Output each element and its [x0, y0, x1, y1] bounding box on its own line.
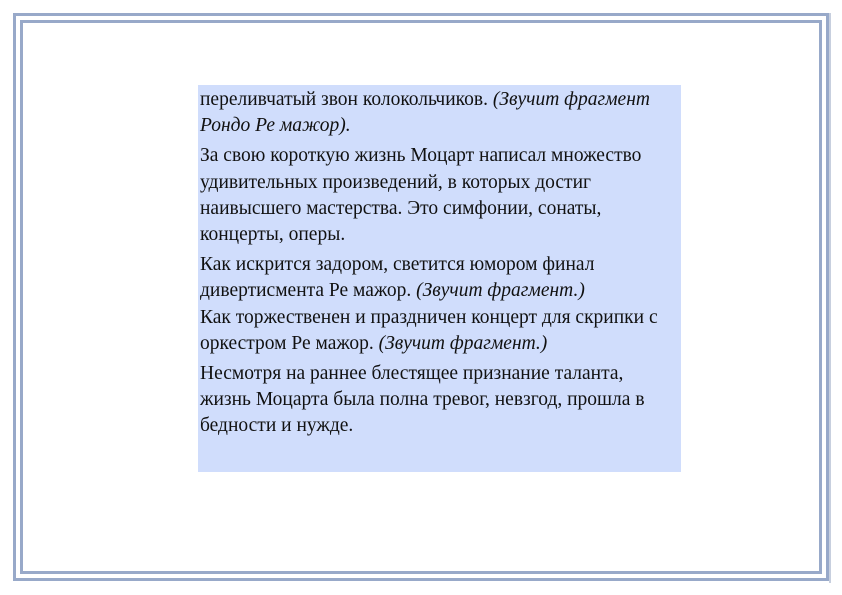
frame-shadow: [829, 13, 831, 583]
paragraph-text: Как искрится задором, светится юмором финал дивертисмента Ре мажор.: [200, 254, 595, 302]
paragraph-text: За свою короткую жизнь Моцарт написал множество удивительных произведений, в которых достиг наивысшего мастерства. Это симфонии, сонаты, концерты, оперы.: [200, 145, 642, 246]
paragraph-text: Как торжественен и праздничен концерт для скрипки с оркестром Ре мажор.: [200, 306, 658, 354]
stage-direction: (Звучит фрагмент Рондо Ре мажор).: [200, 89, 650, 137]
paragraph-text: Несмотря на раннее блестящее признание таланта, жизнь Моцарта была полна тревог, невзгод, прошла в бедности и нужде.: [200, 363, 645, 437]
stage-direction: (Звучит фрагмент.): [378, 332, 548, 354]
paragraph-text: переливчатый звон колокольчиков.: [200, 89, 493, 110]
paragraph-bells: [200, 87, 677, 139]
paragraph-hardship: [200, 361, 677, 440]
stage-direction: (Звучит фрагмент.): [416, 280, 585, 302]
paragraph-divertimento: [200, 252, 677, 357]
text-block: [198, 85, 681, 472]
paragraph-works: [200, 143, 677, 248]
